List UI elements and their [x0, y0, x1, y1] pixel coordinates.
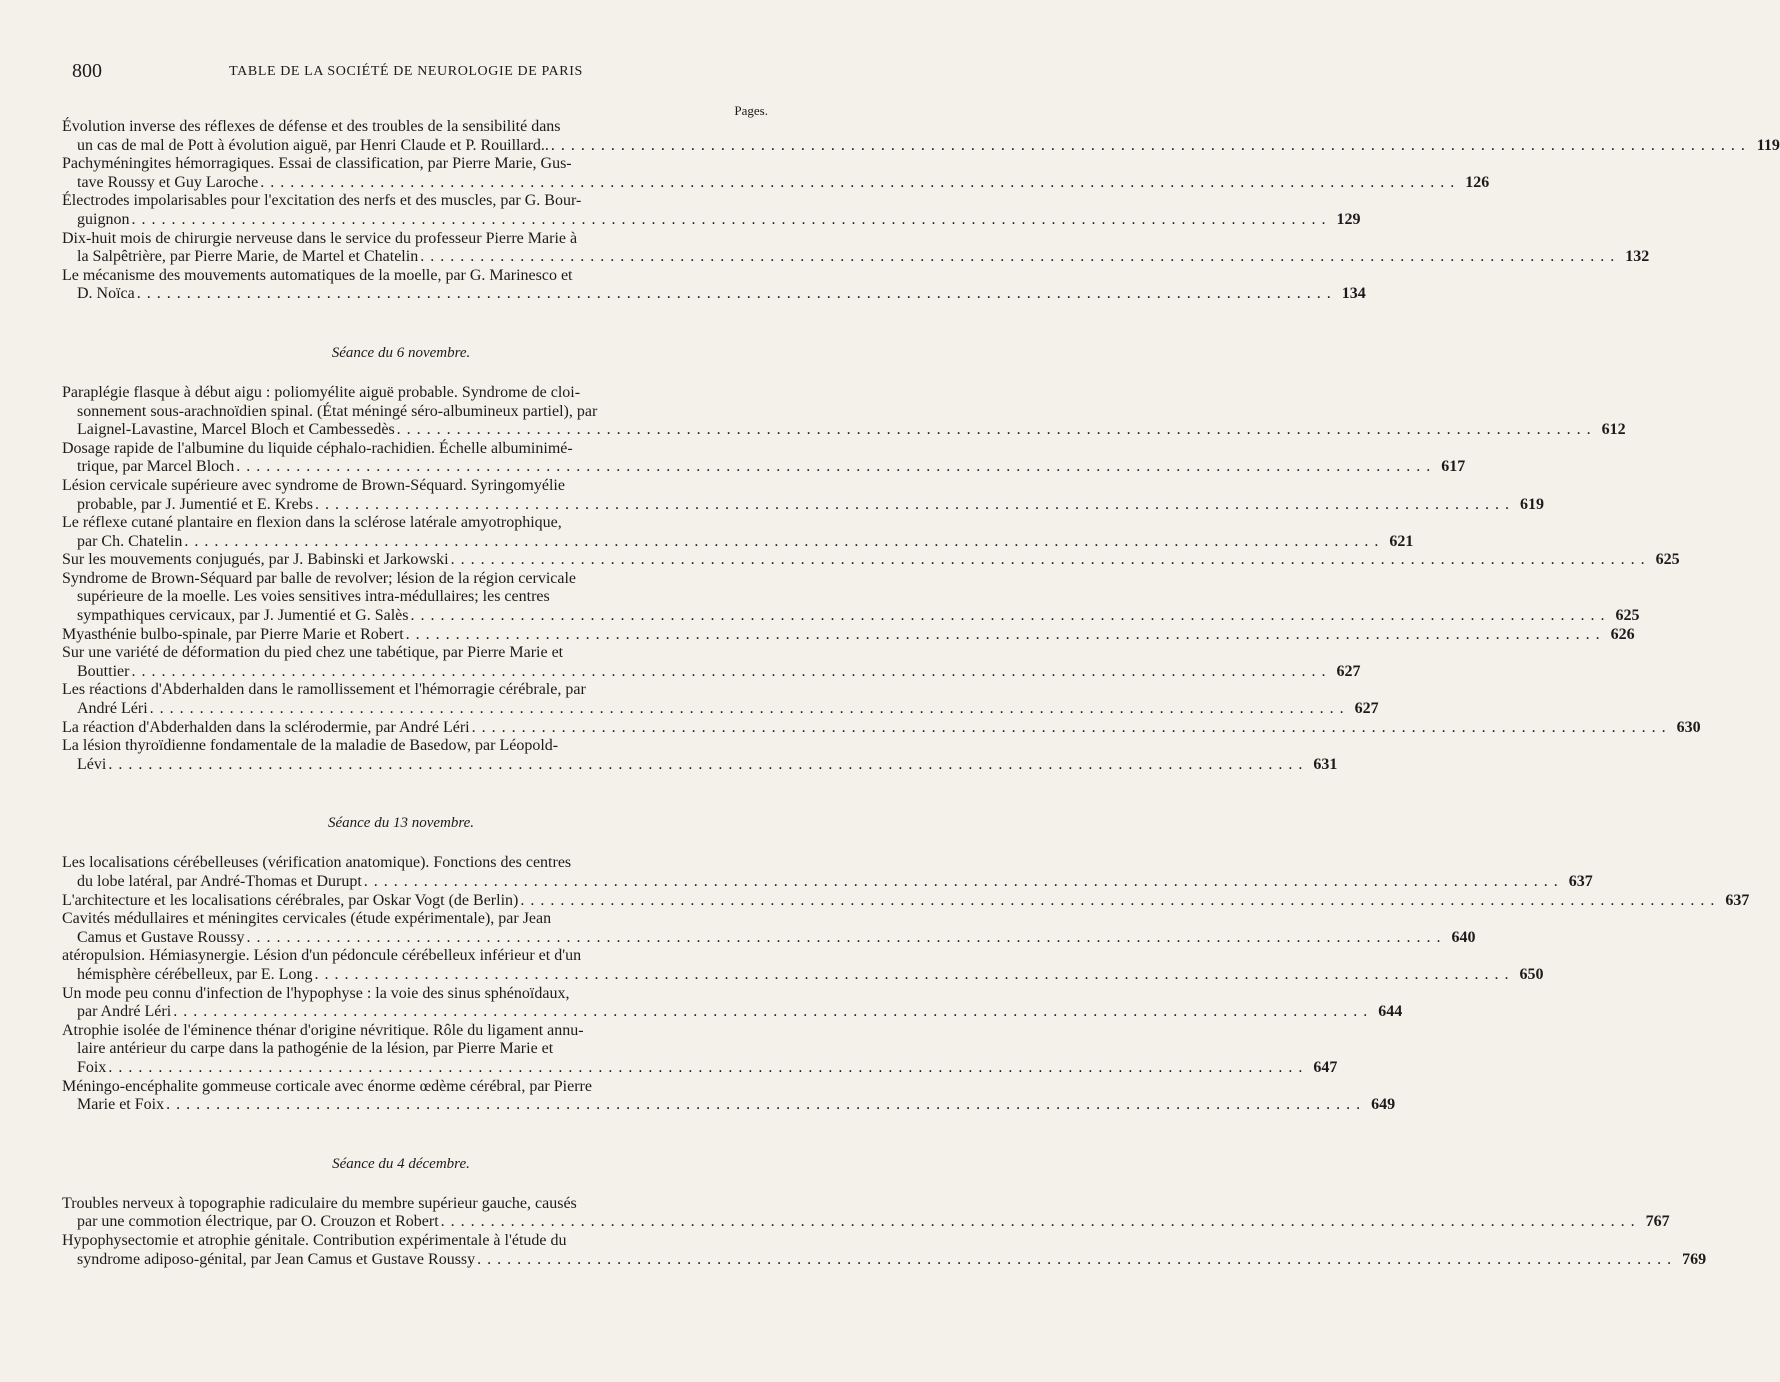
- entry-line: Paraplégie flasque à début aigu : poliomyélite aiguë probable. Syndrome de cloi-: [62, 383, 581, 401]
- page-reference: 769: [1682, 1250, 1707, 1268]
- index-entry: [62, 1194, 1670, 1232]
- dot-leader: . . . . . . . . . . . . . . . . . . . . . . . . . . . . . . . . . . . . . . . . . . . . . . . . . . . . . . . . . . . . . . . . . . . . . . . . . . . . . . . . . . . . . . . . . . . . . . . . . . . . . . . . . . . . . . . . . . . . . . . .: [184, 532, 1380, 550]
- entry-leader-line: [62, 755, 1338, 775]
- page-reference: 619: [1519, 495, 1544, 513]
- page-reference: 637: [1725, 891, 1750, 909]
- entry-line: Troubles nerveux à topographie radiculaire du membre supérieur gauche, causés: [62, 1194, 577, 1212]
- entry-line: supérieure de la moelle. Les voies sensitives intra-médullaires; les centres: [77, 588, 550, 606]
- entry-author-line: D. Noïca: [77, 285, 135, 303]
- page-reference: 625: [1615, 607, 1640, 625]
- entry-author-line: un cas de mal de Pott à évolution aiguë, par Henri Claude et P. Rouillard..: [77, 136, 549, 154]
- dot-leader: . . . . . . . . . . . . . . . . . . . . . . . . . . . . . . . . . . . . . . . . . . . . . . . . . . . . . . . . . . . . . . . . . . . . . . . . . . . . . . . . . . . . . . . . . . . . . . . . . . . . . . . . . . . . . . . . . . . . . . . .: [246, 928, 1442, 946]
- page-reference: 647: [1313, 1058, 1338, 1076]
- dot-leader: . . . . . . . . . . . . . . . . . . . . . . . . . . . . . . . . . . . . . . . . . . . . . . . . . . . . . . . . . . . . . . . . . . . . . . . . . . . . . . . . . . . . . . . . . . . . . . . . . . . . . . . . . . . . . . . . . . . . . . . .: [410, 607, 1606, 625]
- entry-line: La lésion thyroïdienne fondamentale de la maladie de Basedow, par Léopold-: [62, 737, 559, 755]
- page-header: [72, 60, 740, 86]
- index-entry: [62, 910, 1476, 947]
- section: [62, 815, 1750, 1114]
- entry-leader-line: [62, 458, 1466, 477]
- index-entry: [62, 947, 1544, 984]
- entry-leader-line: [62, 873, 1593, 892]
- index-entry: [62, 551, 1680, 570]
- section: [62, 118, 1780, 304]
- entry-leader-line: [62, 285, 1366, 304]
- entry-leader-line: [62, 136, 1780, 156]
- dot-leader: . . . . . . . . . . . . . . . . . . . . . . . . . . . . . . . . . . . . . . . . . . . . . . . . . . . . . . . . . . . . . . . . . . . . . . . . . . . . . . . . . . . . . . . . . . . . . . . . . . . . . . . . . . . . . . . . . . . . . . . .: [420, 248, 1616, 266]
- entry-line: laire antérieur du carpe dans la pathogénie de la lésion, par Pierre Marie et: [77, 1040, 554, 1058]
- dot-leader: . . . . . . . . . . . . . . . . . . . . . . . . . . . . . . . . . . . . . . . . . . . . . . . . . . . . . . . . . . . . . . . . . . . . . . . . . . . . . . . . . . . . . . . . . . . . . . . . . . . . . . . . . . . . . . . . . . . . . . . .: [396, 421, 1592, 439]
- index-entry: [62, 155, 1490, 192]
- entry-leader-line: [62, 248, 1650, 267]
- entry-line: Les réactions d'Abderhalden dans le ramollissement et l'hémorragie cérébrale, par: [62, 681, 586, 699]
- page-reference: 626: [1610, 625, 1635, 643]
- dot-leader: . . . . . . . . . . . . . . . . . . . . . . . . . . . . . . . . . . . . . . . . . . . . . . . . . . . . . . . . . . . . . . . . . . . . . . . . . . . . . . . . . . . . . . . . . . . . . . . . . . . . . . . . . . . . . . . . . . . . . . . .: [166, 1096, 1362, 1114]
- dot-leader: . . . . . . . . . . . . . . . . . . . . . . . . . . . . . . . . . . . . . . . . . . . . . . . . . . . . . . . . . . . . . . . . . . . . . . . . . . . . . . . . . . . . . . . . . . . . . . . . . . . . . . . . . . . . . . . . . . . . . . . .: [314, 965, 1510, 983]
- page-reference: 767: [1645, 1213, 1670, 1231]
- entry-author-line: par Ch. Chatelin: [77, 532, 183, 550]
- page-reference: 631: [1313, 755, 1338, 773]
- entry-author-line: syndrome adiposo-génital, par Jean Camus et Gustave Roussy: [77, 1250, 476, 1268]
- entry-author-line: du lobe latéral, par André-Thomas et Durupt: [77, 873, 362, 890]
- index-entry: [62, 984, 1403, 1022]
- entry-author-line: Lévi: [77, 755, 107, 773]
- dot-leader: . . . . . . . . . . . . . . . . . . . . . . . . . . . . . . . . . . . . . . . . . . . . . . . . . . . . . . . . . . . . . . . . . . . . . . . . . . . . . . . . . . . . . . . . . . . . . . . . . . . . . . . . . . . . . . . . . . . . . . . .: [450, 551, 1646, 569]
- entry-author-line: tave Roussy et Guy Laroche: [77, 173, 259, 191]
- page-reference: 630: [1676, 718, 1701, 736]
- entry-leader-line: [62, 1213, 1670, 1232]
- entry-line: Syndrome de Brown-Séquard par balle de revolver; lésion de la région cervicale: [62, 569, 577, 587]
- entry-author-line: Camus et Gustave Roussy: [77, 928, 245, 946]
- dot-leader: . . . . . . . . . . . . . . . . . . . . . . . . . . . . . . . . . . . . . . . . . . . . . . . . . . . . . . . . . . . . . . . . . . . . . . . . . . . . . . . . . . . . . . . . . . . . . . . . . . . . . . . . . . . . . . . . . . . . . . . .: [477, 1250, 1673, 1268]
- index-entry: [62, 383, 1626, 440]
- page-reference: 637: [1568, 873, 1593, 890]
- entry-author-line: sympathiques cervicaux, par J. Jumentié et G. Salès: [77, 607, 409, 625]
- page-reference: 649: [1371, 1096, 1396, 1114]
- dot-leader: . . . . . . . . . . . . . . . . . . . . . . . . . . . . . . . . . . . . . . . . . . . . . . . . . . . . . . . . . . . . . . . . . . . . . . . . . . . . . . . . . . . . . . . . . . . . . . . . . . . . . . . . . . . . . . . . . . . . . . . .: [236, 458, 1432, 476]
- entry-author-line: Marie et Foix: [77, 1096, 165, 1114]
- entry-line: atéropulsion. Hémiasynergie. Lésion d'un pédoncule cérébelleux inférieur et d'un: [62, 947, 582, 965]
- entry-author-line: par une commotion électrique, par O. Crouzon et Robert: [77, 1213, 439, 1231]
- index-entry: [62, 1231, 1707, 1269]
- entry-line: sonnement sous-arachnoïdien spinal. (État méningé séro-albumineux partiel), par: [77, 402, 598, 420]
- entry-leader-line: [62, 965, 1544, 985]
- dot-leader: . . . . . . . . . . . . . . . . . . . . . . . . . . . . . . . . . . . . . . . . . . . . . . . . . . . . . . . . . . . . . . . . . . . . . . . . . . . . . . . . . . . . . . . . . . . . . . . . . . . . . . . . . . . . . . . . . . . . . . . .: [550, 136, 1746, 154]
- entry-leader-line: [62, 1096, 1396, 1115]
- entry-leader-line: [62, 532, 1414, 552]
- entry-author-line: trique, par Marcel Bloch: [77, 458, 235, 476]
- entry-author-line: Sur les mouvements conjugués, par J. Babinski et Jarkowski: [62, 551, 449, 569]
- index-entry: [62, 266, 1366, 304]
- page-reference: 621: [1389, 532, 1414, 550]
- entry-leader-line: [62, 1058, 1338, 1078]
- entry-author-line: hémisphère cérébelleux, par E. Long: [77, 965, 313, 983]
- entry-leader-line: [62, 700, 1379, 719]
- index-entry: [62, 718, 1701, 738]
- dot-leader: . . . . . . . . . . . . . . . . . . . . . . . . . . . . . . . . . . . . . . . . . . . . . . . . . . . . . . . . . . . . . . . . . . . . . . . . . . . . . . . . . . . . . . . . . . . . . . . . . . . . . . . . . . . . . . . . . . . . . . . .: [363, 873, 1559, 890]
- entry-author-line: la Salpêtrière, par Pierre Marie, de Martel et Chatelin: [77, 248, 419, 266]
- index-entry: [62, 737, 1338, 774]
- entry-leader-line: [62, 625, 1635, 645]
- entry-author-line: Foix: [77, 1058, 107, 1076]
- entry-leader-line: [62, 421, 1626, 440]
- running-title: TABLE DE LA SOCIÉTÉ DE NEUROLOGIE DE PARIS: [229, 64, 583, 79]
- entry-author-line: La réaction d'Abderhalden dans la sclérodermie, par André Léri: [62, 718, 470, 736]
- entry-author-line: par André Léri: [77, 1003, 172, 1021]
- page-reference: 640: [1451, 928, 1476, 946]
- page-reference: 612: [1601, 421, 1626, 439]
- entry-leader-line: [62, 1003, 1403, 1022]
- entry-leader-line: [62, 718, 1701, 738]
- entry-leader-line: [62, 662, 1361, 682]
- index-entry: [62, 229, 1650, 267]
- table-of-contents: [62, 118, 1780, 1269]
- entry-line: Les localisations cérébelleuses (vérification anatomique). Fonctions des centres: [62, 854, 572, 872]
- entry-author-line: Bouttier: [77, 662, 130, 680]
- page-reference: 627: [1336, 662, 1361, 680]
- entry-author-line: Laignel-Lavastine, Marcel Bloch et Cambessedès: [77, 421, 395, 439]
- dot-leader: . . . . . . . . . . . . . . . . . . . . . . . . . . . . . . . . . . . . . . . . . . . . . . . . . . . . . . . . . . . . . . . . . . . . . . . . . . . . . . . . . . . . . . . . . . . . . . . . . . . . . . . . . . . . . . . . . . . . . . . .: [108, 755, 1304, 773]
- entry-line: Lésion cervicale supérieure avec syndrome de Brown-Séquard. Syringomyélie: [62, 476, 565, 494]
- page-number: 800: [72, 60, 102, 82]
- dot-leader: . . . . . . . . . . . . . . . . . . . . . . . . . . . . . . . . . . . . . . . . . . . . . . . . . . . . . . . . . . . . . . . . . . . . . . . . . . . . . . . . . . . . . . . . . . . . . . . . . . . . . . . . . . . . . . . . . . . . . . . .: [471, 718, 1667, 736]
- section: [62, 344, 1701, 774]
- entry-line: Évolution inverse des réflexes de défense et des troubles de la sensibilité dans: [62, 118, 561, 135]
- dot-leader: . . . . . . . . . . . . . . . . . . . . . . . . . . . . . . . . . . . . . . . . . . . . . . . . . . . . . . . . . . . . . . . . . . . . . . . . . . . . . . . . . . . . . . . . . . . . . . . . . . . . . . . . . . . . . . . . . . . . . . . .: [108, 1058, 1304, 1076]
- dot-leader: . . . . . . . . . . . . . . . . . . . . . . . . . . . . . . . . . . . . . . . . . . . . . . . . . . . . . . . . . . . . . . . . . . . . . . . . . . . . . . . . . . . . . . . . . . . . . . . . . . . . . . . . . . . . . . . . . . . . . . . .: [314, 495, 1510, 513]
- page-reference: 644: [1378, 1003, 1403, 1021]
- pages-column-label: Pages.: [734, 103, 768, 118]
- entry-line: Le mécanisme des mouvements automatiques de la moelle, par G. Marinesco et: [62, 266, 573, 284]
- index-entry: [62, 854, 1593, 891]
- entry-author-line: L'architecture et les localisations cérébrales, par Oskar Vogt (de Berlin): [62, 891, 519, 909]
- entry-leader-line: [62, 551, 1680, 570]
- index-entry: [62, 569, 1640, 626]
- page-reference: 625: [1655, 551, 1680, 569]
- entry-author-line: probable, par J. Jumentié et E. Krebs: [77, 495, 313, 513]
- index-entry: [62, 625, 1635, 645]
- entry-line: Un mode peu connu d'infection de l'hypophyse : la voie des sinus sphénoïdaux,: [62, 984, 570, 1002]
- entry-leader-line: [62, 210, 1361, 230]
- dot-leader: . . . . . . . . . . . . . . . . . . . . . . . . . . . . . . . . . . . . . . . . . . . . . . . . . . . . . . . . . . . . . . . . . . . . . . . . . . . . . . . . . . . . . . . . . . . . . . . . . . . . . . . . . . . . . . . . . . . . . . . .: [260, 173, 1456, 191]
- dot-leader: . . . . . . . . . . . . . . . . . . . . . . . . . . . . . . . . . . . . . . . . . . . . . . . . . . . . . . . . . . . . . . . . . . . . . . . . . . . . . . . . . . . . . . . . . . . . . . . . . . . . . . . . . . . . . . . . . . . . . . . .: [173, 1003, 1369, 1021]
- entry-line: Méningo-encéphalite gommeuse corticale avec énorme œdème cérébral, par Pierre: [62, 1077, 592, 1095]
- index-entry: [62, 439, 1466, 477]
- page-reference: 126: [1465, 173, 1490, 191]
- index-entry: [62, 118, 1780, 155]
- entry-leader-line: [62, 891, 1750, 911]
- dot-leader: . . . . . . . . . . . . . . . . . . . . . . . . . . . . . . . . . . . . . . . . . . . . . . . . . . . . . . . . . . . . . . . . . . . . . . . . . . . . . . . . . . . . . . . . . . . . . . . . . . . . . . . . . . . . . . . . . . . . . . . .: [131, 662, 1327, 680]
- page-reference: 119: [1756, 136, 1780, 154]
- page-reference: 617: [1441, 458, 1466, 476]
- index-entry: [62, 681, 1379, 718]
- dot-leader: . . . . . . . . . . . . . . . . . . . . . . . . . . . . . . . . . . . . . . . . . . . . . . . . . . . . . . . . . . . . . . . . . . . . . . . . . . . . . . . . . . . . . . . . . . . . . . . . . . . . . . . . . . . . . . . . . . . . . . . .: [520, 891, 1716, 909]
- page-reference: 129: [1336, 210, 1361, 228]
- section-title: Séance du 6 novembre.: [331, 344, 471, 361]
- entry-line: Le réflexe cutané plantaire en flexion dans la sclérose latérale amyotrophique,: [62, 514, 562, 532]
- section-title: Séance du 4 décembre.: [332, 1155, 470, 1172]
- index-entry: [62, 644, 1361, 681]
- dot-leader: . . . . . . . . . . . . . . . . . . . . . . . . . . . . . . . . . . . . . . . . . . . . . . . . . . . . . . . . . . . . . . . . . . . . . . . . . . . . . . . . . . . . . . . . . . . . . . . . . . . . . . . . . . . . . . . . . . . . . . . .: [440, 1213, 1636, 1231]
- entry-author-line: André Léri: [77, 700, 148, 718]
- section-title: Séance du 13 novembre.: [327, 815, 475, 832]
- entry-line: Cavités médullaires et méningites cervicales (étude expérimentale), par Jean: [62, 910, 552, 928]
- page-reference: 627: [1354, 700, 1379, 718]
- dot-leader: . . . . . . . . . . . . . . . . . . . . . . . . . . . . . . . . . . . . . . . . . . . . . . . . . . . . . . . . . . . . . . . . . . . . . . . . . . . . . . . . . . . . . . . . . . . . . . . . . . . . . . . . . . . . . . . . . . . . . . . .: [405, 625, 1601, 643]
- entry-line: Dix-huit mois de chirurgie nerveuse dans le service du professeur Pierre Marie à: [62, 229, 578, 247]
- entry-line: Dosage rapide de l'albumine du liquide céphalo-rachidien. Échelle albuminimé-: [62, 439, 573, 457]
- index-entry: [62, 192, 1361, 229]
- page-reference: 134: [1341, 285, 1366, 303]
- entry-line: Pachyméningites hémorragiques. Essai de classification, par Pierre Marie, Gus-: [62, 155, 572, 173]
- section: [62, 1155, 1707, 1269]
- dot-leader: . . . . . . . . . . . . . . . . . . . . . . . . . . . . . . . . . . . . . . . . . . . . . . . . . . . . . . . . . . . . . . . . . . . . . . . . . . . . . . . . . . . . . . . . . . . . . . . . . . . . . . . . . . . . . . . . . . . . . . . .: [136, 285, 1332, 303]
- dot-leader: . . . . . . . . . . . . . . . . . . . . . . . . . . . . . . . . . . . . . . . . . . . . . . . . . . . . . . . . . . . . . . . . . . . . . . . . . . . . . . . . . . . . . . . . . . . . . . . . . . . . . . . . . . . . . . . . . . . . . . . .: [149, 700, 1345, 718]
- page-reference: 650: [1519, 965, 1544, 983]
- entry-author-line: Myasthénie bulbo-spinale, par Pierre Marie et Robert: [62, 625, 404, 643]
- index-entry: [62, 1021, 1338, 1078]
- entry-leader-line: [62, 928, 1476, 948]
- entry-leader-line: [62, 607, 1640, 626]
- entry-line: Électrodes impolarisables pour l'excitation des nerfs et des muscles, par G. Bour-: [62, 192, 582, 210]
- entry-leader-line: [62, 173, 1490, 193]
- entry-leader-line: [62, 495, 1544, 515]
- page-reference: 132: [1625, 248, 1650, 266]
- entry-line: Sur une variété de déformation du pied chez une tabétique, par Pierre Marie et: [62, 644, 564, 662]
- index-entry: [62, 514, 1414, 551]
- entry-line: Hypophysectomie et atrophie génitale. Contribution expérimentale à l'étude du: [62, 1231, 567, 1249]
- entry-author-line: guignon: [77, 210, 130, 228]
- entry-line: Atrophie isolée de l'éminence thénar d'origine névritique. Rôle du ligament annu-: [62, 1021, 584, 1039]
- index-entry: [62, 476, 1544, 514]
- entry-leader-line: [62, 1250, 1707, 1270]
- index-entry: [62, 1077, 1396, 1115]
- index-entry: [62, 891, 1750, 911]
- dot-leader: . . . . . . . . . . . . . . . . . . . . . . . . . . . . . . . . . . . . . . . . . . . . . . . . . . . . . . . . . . . . . . . . . . . . . . . . . . . . . . . . . . . . . . . . . . . . . . . . . . . . . . . . . . . . . . . . . . . . . . . .: [131, 210, 1327, 228]
